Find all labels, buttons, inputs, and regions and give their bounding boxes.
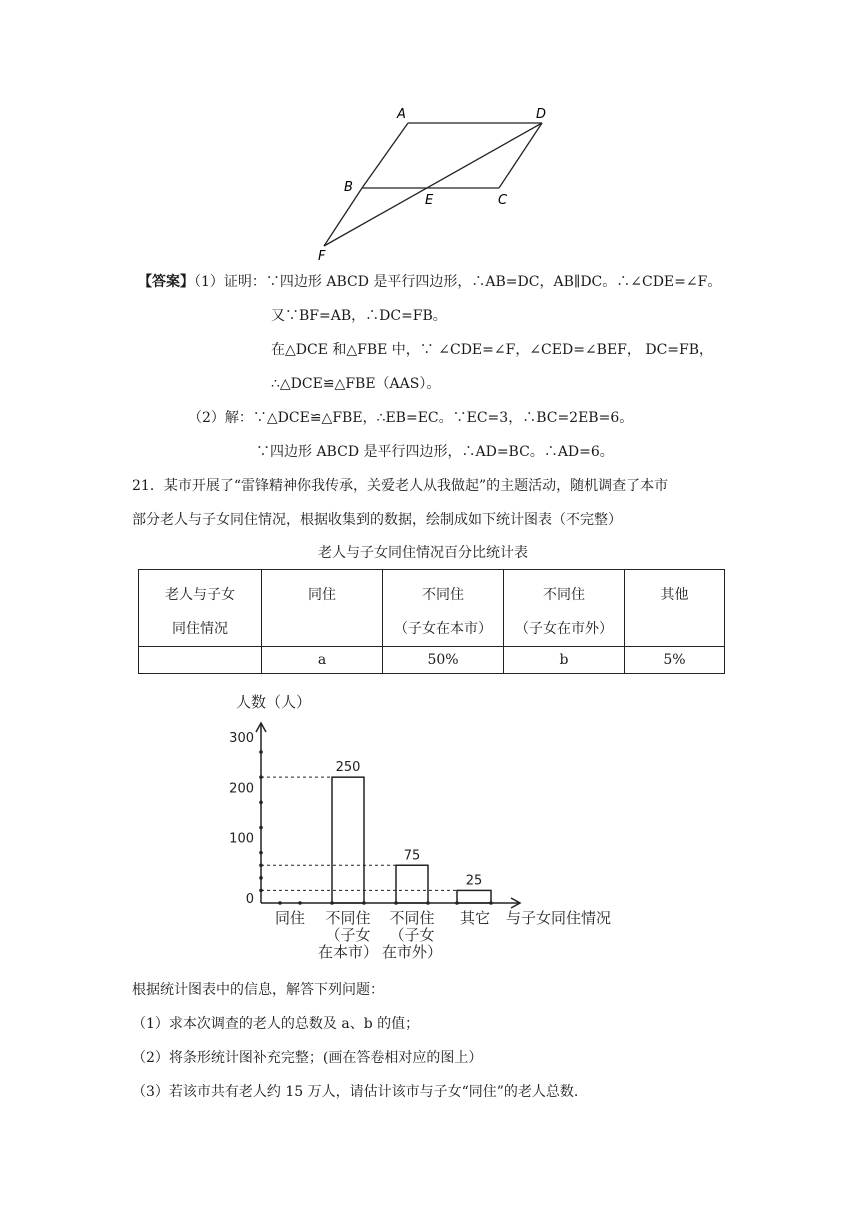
point-label-f: F (318, 249, 326, 264)
table-cell: b (504, 647, 625, 674)
question-1: （1）求本次调查的老人的总数及 a、b 的值； (132, 1016, 420, 1032)
y-tick-label: 200 (229, 781, 254, 797)
bar-value-label: 75 (403, 848, 421, 864)
table-header-cell: 不同住 （子女在本市） (383, 570, 504, 647)
x-category-label: 不同住 (325, 909, 371, 927)
bar-3 (457, 890, 491, 903)
x-category-label: 在市外） (381, 943, 443, 961)
answer-line-3: 在△DCE 和△FBE 中，∵ ∠CDE=∠F，∠CED=∠BEF， DC=FB， (271, 342, 714, 358)
y-tick-dot (259, 851, 263, 855)
x-category-label: 同住 (274, 909, 306, 927)
table-header-cell: 不同住 （子女在市外） (504, 570, 625, 647)
x-tick-dot (298, 901, 302, 905)
y-tick-dot (259, 876, 263, 880)
x-category-label: （子女 (325, 926, 371, 944)
x-category-label: 在本市） (317, 943, 379, 961)
point-label-c: C (498, 193, 508, 208)
bar-value-label: 250 (335, 760, 361, 776)
x-tick-dot (278, 901, 282, 905)
x-category-label: 不同住 (389, 909, 435, 927)
point-label-d: D (536, 107, 547, 122)
table-title: 老人与子女同住情况百分比统计表 (318, 545, 528, 561)
table-row (139, 647, 725, 674)
bar-2 (396, 865, 428, 903)
table-header-cell: 老人与子女 同住情况 (139, 570, 262, 647)
y-tick-label: 0 (245, 892, 254, 907)
answer-line-5: （2）解：∵△DCE≌△FBE，∴EB=EC。∵EC=3，∴BC=2EB=6。 (188, 410, 634, 426)
x-category-label: 其它 (459, 909, 491, 927)
table-header-cell: 同住 (262, 570, 383, 647)
answer-line-2: 又∵BF=AB，∴DC=FB。 (271, 308, 447, 324)
table-cell: 50% (383, 647, 504, 674)
question-3: （3）若该市共有老人约 15 万人，请估计该市与子女“同住”的老人总数. (132, 1084, 579, 1100)
y-axis-label: 人数（人） (236, 693, 312, 711)
answer-line-4: ∴△DCE≌△FBE（AAS）。 (271, 376, 441, 392)
table-header-row (139, 570, 725, 647)
point-label-a: A (397, 107, 406, 122)
y-tick-dot (259, 750, 263, 754)
table-header-cell: 其他 (625, 570, 725, 647)
table-cell: a (262, 647, 383, 674)
bar-value-label: 25 (465, 873, 483, 889)
x-axis-label: 与子女同住情况 (506, 909, 612, 927)
point-label-e: E (425, 193, 434, 208)
y-tick-label: 100 (229, 831, 254, 847)
parallelogram-figure (310, 100, 560, 270)
after-chart-text: 根据统计图表中的信息，解答下列问题： (132, 982, 384, 998)
answer-line-6: ∵四边形 ABCD 是平行四边形，∴AD=BC。∴AD=6。 (256, 444, 614, 460)
y-tick-label: 300 (229, 731, 254, 746)
table-cell: 5% (625, 647, 725, 674)
question-2: （2）将条形统计图补充完整；(画在答卷相对应的图上） (132, 1050, 483, 1066)
answer-line-1 (138, 272, 721, 292)
question-intro-1: 21．某市开展了“雷锋精神你我传承，关爱老人从我做起”的主题活动，随机调查了本市 (132, 478, 669, 494)
y-tick-dot (259, 801, 263, 805)
answer-text-1: （1）证明：∵四边形 ABCD 是平行四边形，∴AB=DC，AB∥DC。∴∠CDE=∠F。 (194, 274, 722, 290)
bar-1 (332, 777, 364, 903)
answer-tag: 【答案】 (138, 274, 194, 290)
point-label-b: B (344, 180, 353, 195)
bar-chart (220, 685, 640, 975)
question-intro-2: 部分老人与子女同住情况，根据收集到的数据，绘制成如下统计图表（不完整） (132, 512, 622, 528)
y-tick-dot (259, 826, 263, 830)
x-category-label: （子女 (389, 926, 435, 944)
stat-table (138, 569, 725, 674)
table-cell (139, 647, 262, 674)
